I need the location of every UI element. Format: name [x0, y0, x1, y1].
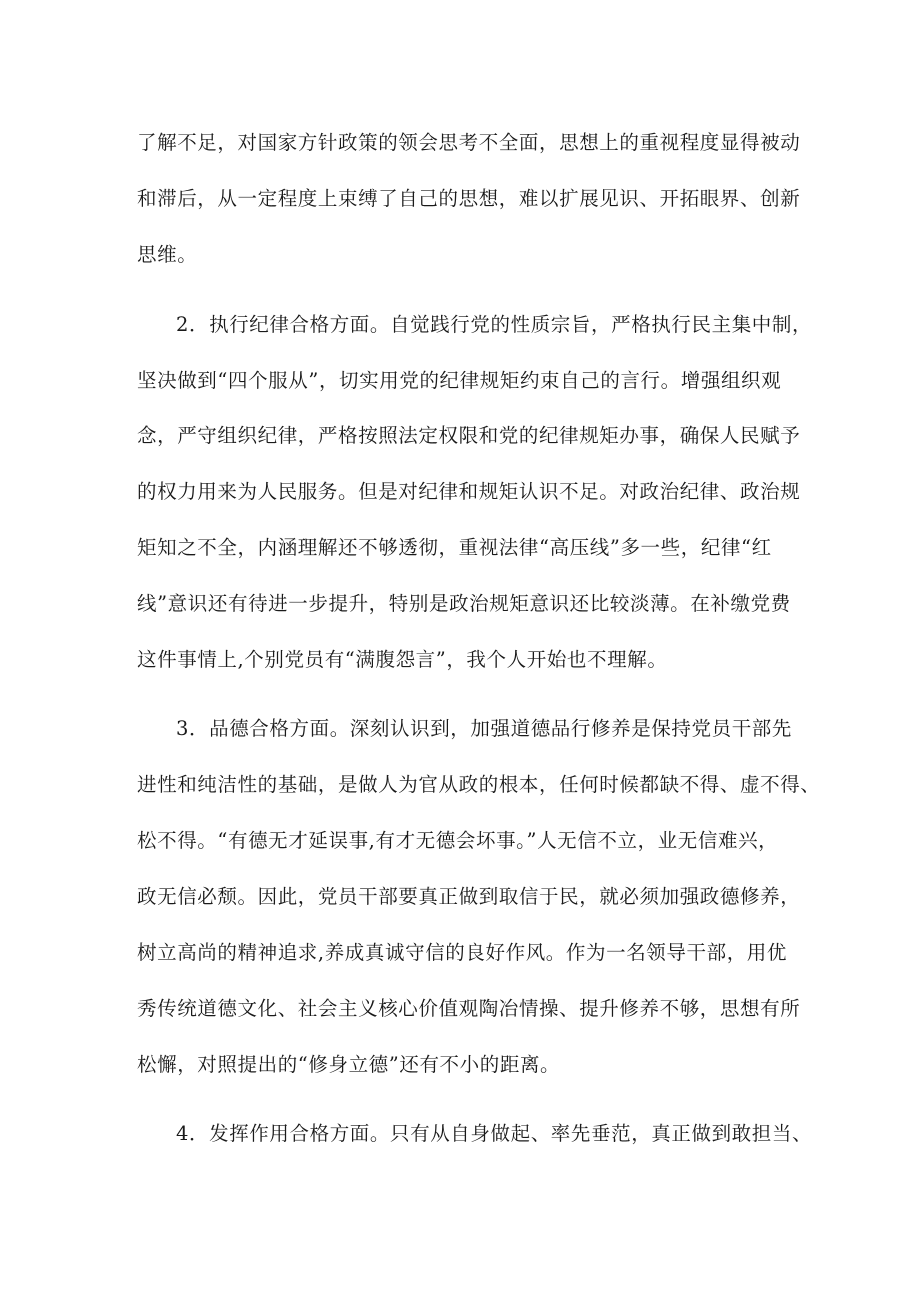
text-line: 3．品德合格方面。深刻认识到，加强道德品行修养是保持党员干部先: [176, 717, 793, 740]
text-line: 政无信必颓。因此，党员干部要真正做到取信于民，就必须加强政德修养，: [137, 885, 801, 908]
text-line: 这件事情上,个别党员有“满腹怨言”，我个人开始也不理解。: [137, 648, 668, 671]
text-line: 2．执行纪律合格方面。自觉践行党的性质宗旨，严格执行民主集中制，: [176, 313, 813, 336]
text-line: 松懈，对照提出的“修身立德”还有不小的距离。: [137, 1053, 561, 1076]
text-line: 矩知之不全，内涵理解还不够透彻，重视法律“高压线”多一些，纪律“红: [137, 536, 772, 559]
text-line: 思维。: [137, 243, 198, 266]
text-line: 的权力用来为人民服务。但是对纪律和规矩认识不足。对政治纪律、政治规: [137, 480, 801, 503]
text-line: 秀传统道德文化、社会主义核心价值观陶冶情操、提升修养不够，思想有所: [137, 997, 801, 1020]
text-line: 念，严守组织纪律，严格按照法定权限和党的纪律规矩办事，确保人民赋予: [137, 424, 801, 447]
text-line: 了解不足，对国家方针政策的领会思考不全面，思想上的重视程度显得被动: [137, 131, 801, 154]
text-line: 4．发挥作用合格方面。只有从自身做起、率先垂范，真正做到敢担当、: [176, 1122, 813, 1145]
text-line: 进性和纯洁性的基础，是做人为官从政的根本，任何时候都缺不得、虚不得、: [137, 773, 821, 796]
text-line: 坚决做到“四个服从”，切实用党的纪律规矩约束自己的言行。增强组织观: [137, 369, 782, 392]
text-line: 树立高尚的精神追求,养成真诚守信的良好作风。作为一名领导干部，用优: [137, 941, 787, 964]
text-line: 和滞后，从一定程度上束缚了自己的思想，难以扩展见识、开拓眼界、创新: [137, 187, 801, 210]
text-line: 线”意识还有待进一步提升，特别是政治规矩意识还比较淡薄。在补缴党费: [137, 592, 791, 615]
text-line: 松不得。“有德无才延误事,有才无德会坏事。”人无信不立，业无信难兴，: [137, 829, 779, 852]
